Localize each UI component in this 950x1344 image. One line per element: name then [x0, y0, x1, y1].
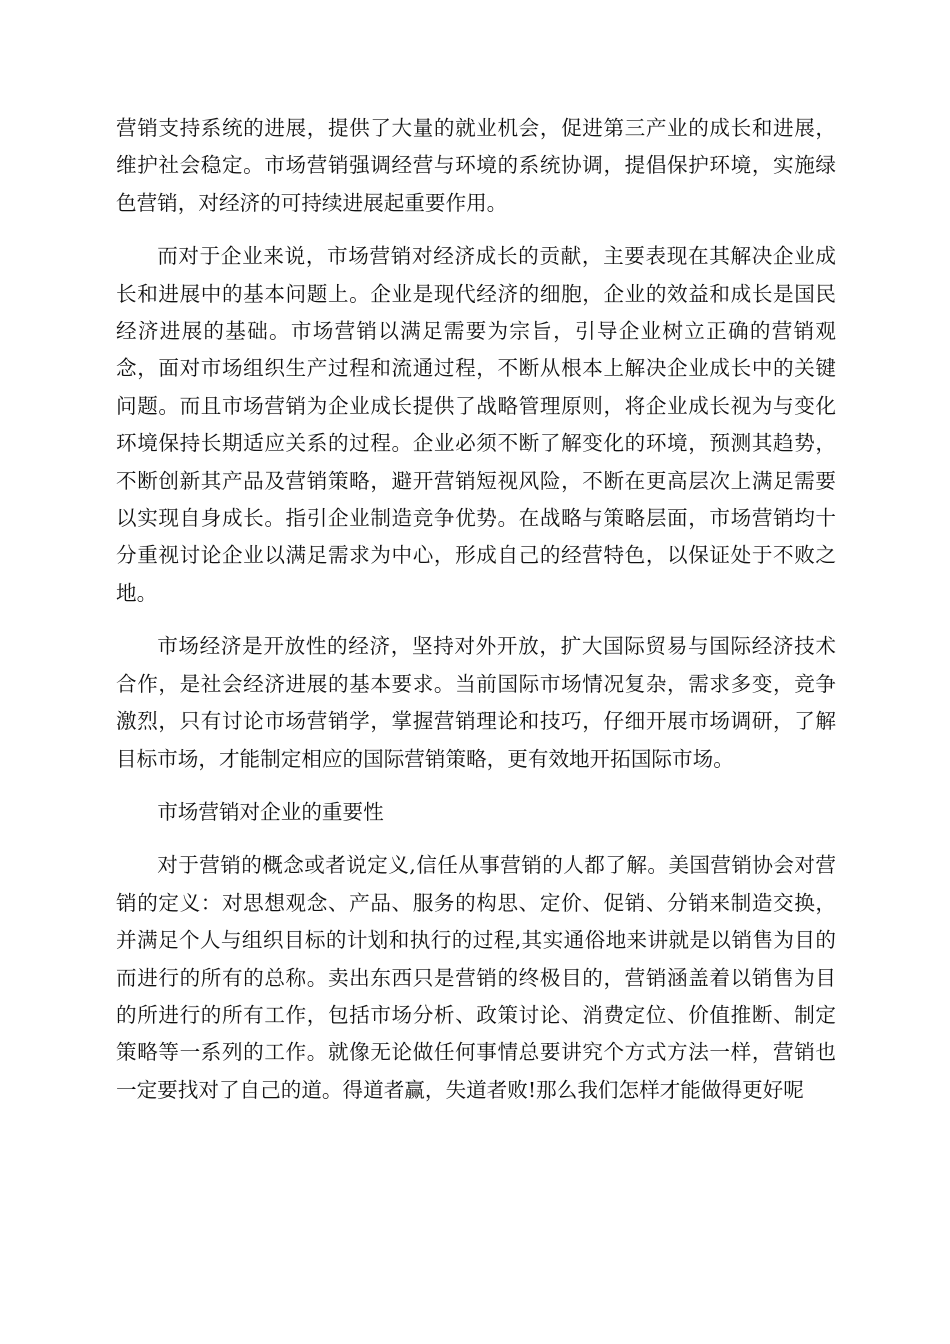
section-heading: 市场营销对企业的重要性	[157, 799, 384, 824]
paragraph-4: 对于营销的概念或者说定义,信任从事营销的人都了解。美国营销协会对营销的定义：对思想观念、产品、服务的构思、定价、促销、分销来制造交换，并满足个人与组织目标的计划和执行的过程,其实通俗地来讲就是以销售为目的而进行的所有的总称。卖出东西只是营销的终极目的，营销涵盖着以销售为目的所进行的所有工作，包括市场分析、政策讨论、消费定位、价值推断、制定策略等一系列的工作。就像无论做任何事情总要讲究个方式方法一样，营销也一定要找对了自己的道。得道者赢，失道者败!那么我们怎样才能做得更好呢	[116, 853, 836, 1102]
paragraph-3: 市场经济是开放性的经济，坚持对外开放，扩大国际贸易与国际经济技术合作，是社会经济进展的基本要求。当前国际市场情况复杂，需求多变，竞争激烈，只有讨论市场营销学，掌握营销理论和技巧，仔细开展市场调研，了解目标市场，才能制定相应的国际营销策略，更有效地开拓国际市场。	[116, 634, 836, 771]
paragraph-2: 而对于企业来说，市场营销对经济成长的贡献，主要表现在其解决企业成长和进展中的基本问题上。企业是现代经济的细胞，企业的效益和成长是国民经济进展的基础。市场营销以满足需要为宗旨，引导企业树立正确的营销观念，面对市场组织生产过程和流通过程，不断从根本上解决企业成长中的关键问题。而且市场营销为企业成长提供了战略管理原则，将企业成长视为与变化环境保持长期适应关系的过程。企业必须不断了解变化的环境，预测其趋势，不断创新其产品及营销策略，避开营销短视风险，不断在更高层次上满足需要以实现自身成长。指引企业制造竞争优势。在战略与策略层面，市场营销均十分重视讨论企业以满足需求为中心，形成自己的经营特色，以保证处于不败之地。	[116, 244, 836, 605]
paragraph-1: 营销支持系统的进展，提供了大量的就业机会，促进第三产业的成长和进展，维护社会稳定。市场营销强调经营与环境的系统协调，提倡保护环境，实施绿色营销，对经济的可持续进展起重要作用。	[116, 116, 836, 215]
document-page	[116, 110, 836, 1125]
